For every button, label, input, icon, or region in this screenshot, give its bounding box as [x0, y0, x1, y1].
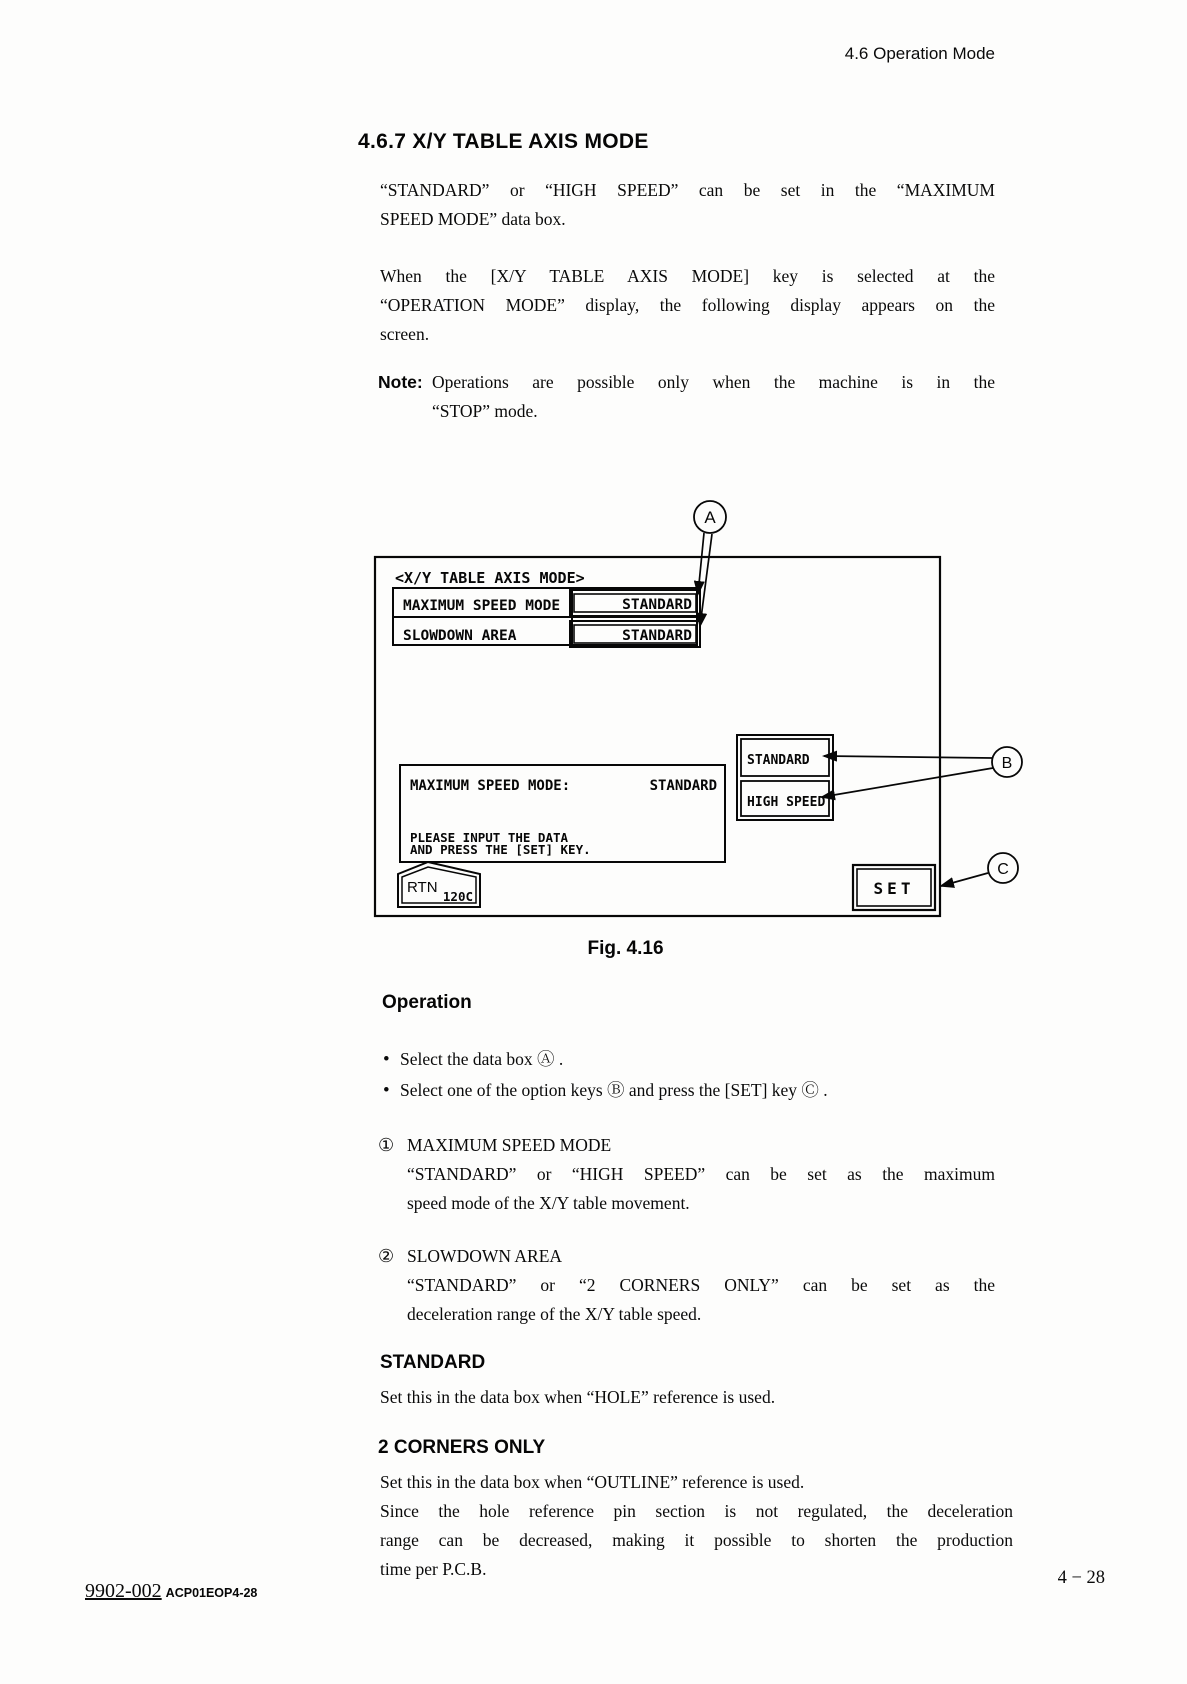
numbered-item: [378, 1131, 995, 1218]
item-number: ①: [378, 1135, 395, 1155]
message-box-value: STANDARD: [649, 778, 717, 794]
numbered-item: [378, 1242, 995, 1329]
rtn-key: [398, 862, 480, 907]
footer-doc-id: [85, 1580, 257, 1603]
table-row-label: SLOWDOWN AREA: [403, 628, 517, 644]
bullet-text: Select the data box Ⓐ .: [400, 1049, 564, 1069]
callout-b-arrow: [824, 756, 992, 758]
figure-screen-diagram: [340, 450, 1030, 930]
list-item: [383, 1044, 995, 1075]
footer-doc-code: ACP01EOP4-28: [165, 1586, 258, 1600]
callout-c-arrow: [941, 873, 988, 886]
set-key-label: SET: [873, 879, 915, 898]
bullet-text: Select one of the option keys Ⓑ and press the [SET] key Ⓒ .: [400, 1080, 828, 1100]
callout-a: [694, 501, 726, 626]
note-label: Note:: [378, 372, 423, 392]
callout-c: [941, 853, 1018, 886]
standard-heading: STANDARD: [380, 1352, 486, 1373]
text-line: Set this in the data box when “OUTLINE” reference is used.: [380, 1472, 805, 1492]
rtn-key-value: 120C: [442, 889, 473, 904]
figure-caption: Fig. 4.16: [587, 938, 664, 959]
table-row-label: MAXIMUM SPEED MODE: [403, 598, 561, 614]
callout-a-letter: A: [704, 508, 716, 527]
set-key: [853, 865, 935, 910]
text-line: “OPERATION MODE” display, the following display appears on the: [380, 295, 995, 315]
text-line: screen.: [380, 324, 430, 344]
operation-bullets: [383, 1044, 995, 1106]
text-line: range can be decreased, making it possible to shorten the production: [380, 1530, 1013, 1550]
bullet-icon: [383, 1075, 400, 1106]
text-line: “STANDARD” or “HIGH SPEED” can be set in the “MAXIMUM: [380, 180, 995, 200]
message-prompt-line: PLEASE INPUT THE DATA: [410, 830, 569, 845]
callout-b-arrow: [822, 768, 993, 797]
operation-heading: Operation: [382, 992, 472, 1013]
callout-a-arrow: [698, 533, 704, 594]
footer-doc-number: 9902-002: [85, 1580, 162, 1602]
rtn-key-label: RTN: [407, 879, 438, 896]
text-line: “STOP” mode.: [432, 401, 538, 421]
page-number: 4 − 28: [1057, 1568, 1105, 1588]
list-item: [383, 1075, 995, 1106]
corners-text: [380, 1468, 1013, 1584]
paragraph: [380, 262, 995, 349]
text-line: Operations are possible only when the machine is in the: [432, 372, 995, 392]
note: [378, 368, 995, 426]
message-box-label: MAXIMUM SPEED MODE:: [410, 778, 571, 794]
message-prompt-line: AND PRESS THE [SET] KEY.: [410, 842, 591, 857]
message-box: [400, 765, 725, 862]
data-box-value: STANDARD: [622, 628, 692, 644]
data-box-slowdown-area: [570, 621, 700, 647]
item-number: ②: [378, 1246, 395, 1266]
option-keys: [737, 735, 833, 820]
page-header-section-label: 4.6 Operation Mode: [844, 44, 995, 63]
text-line: SPEED MODE” data box.: [380, 209, 566, 229]
text-line: deceleration range of the X/Y table speed.: [407, 1304, 702, 1324]
text-line: “STANDARD” or “HIGH SPEED” can be set as the maximum: [407, 1164, 995, 1184]
text-line: When the [X/Y TABLE AXIS MODE] key is selected at the: [380, 266, 995, 286]
callout-c-letter: C: [997, 861, 1009, 878]
standard-text: [380, 1383, 995, 1412]
data-box-value: STANDARD: [622, 597, 692, 613]
corners-heading: 2 CORNERS ONLY: [378, 1437, 546, 1458]
callout-b-letter: B: [1001, 755, 1013, 772]
data-box-maximum-speed-mode: [570, 590, 700, 616]
text-line: “STANDARD” or “2 CORNERS ONLY” can be set as the: [407, 1275, 995, 1295]
option-key-label: STANDARD: [747, 753, 810, 768]
bullet-icon: [383, 1044, 400, 1075]
text-line: speed mode of the X/Y table movement.: [407, 1193, 690, 1213]
item-title: SLOWDOWN AREA: [407, 1246, 563, 1266]
text-line: Since the hole reference pin section is not regulated, the deceleration: [380, 1501, 1013, 1521]
option-key-label: HIGH SPEED: [747, 795, 826, 810]
parameter-table: [393, 588, 700, 647]
item-title: MAXIMUM SPEED MODE: [407, 1135, 612, 1155]
text-line: Set this in the data box when “HOLE” reference is used.: [380, 1387, 776, 1407]
callout-b: [822, 747, 1022, 797]
screen-title: <X/Y TABLE AXIS MODE>: [395, 569, 585, 587]
paragraph: [380, 176, 995, 234]
section-title: 4.6.7 X/Y TABLE AXIS MODE: [358, 130, 649, 153]
text-line: time per P.C.B.: [380, 1559, 487, 1579]
